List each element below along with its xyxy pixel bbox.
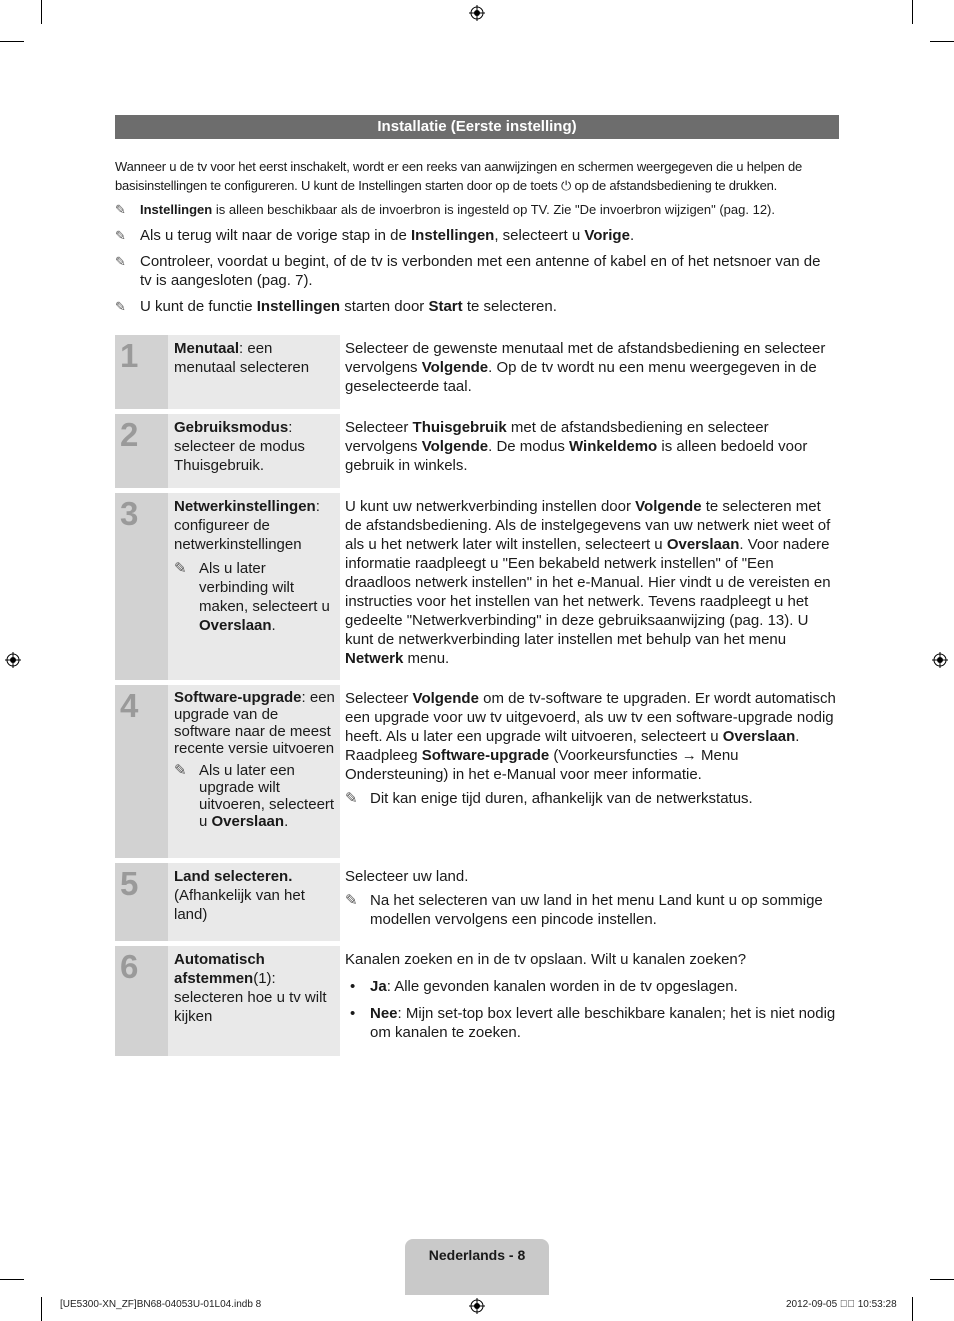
crop-mark (0, 1279, 24, 1280)
note-item: ✎ U kunt de functie Instellingen starten door Start te selecteren. (115, 298, 557, 315)
imprint-left: [UE5300-XN_ZF]BN68-04053U-01L04.indb 8 (60, 1299, 262, 1310)
pencil-note-icon: ✎ (115, 299, 126, 314)
crop-mark (930, 41, 954, 42)
note-item: ✎ Instellingen is alleen beschikbaar als de invoerbron is ingesteld op TV. Zie "De invoerbron wijzigen" (pag. 12). (115, 202, 775, 217)
pencil-note-icon: ✎ (174, 762, 187, 779)
pencil-note-icon: ✎ (115, 202, 126, 217)
note-item: ✎ Als u terug wilt naar de vorige stap in de Instellingen, selecteert u Vorige. (115, 227, 635, 244)
crop-mark (912, 0, 913, 24)
intro-paragraph: Wanneer u de tv voor het eerst inschakelt, wordt er een reeks van aanwijzingen en schermen weergegeven die u helpen de basisinstellingen te configureren. U kunt de Instellingen starten door op de toets ⏻ op de afstandsbediening te drukken. (115, 159, 803, 193)
step-label: Netwerkinstellingen: configureer de netwerkinstellingen ✎ Als u later verbinding wilt maken, selecteert u Overslaan. (168, 493, 340, 680)
registration-mark-icon (469, 5, 485, 21)
notes-list (115, 200, 835, 323)
pencil-note-icon: ✎ (345, 892, 358, 909)
registration-mark-icon (932, 652, 948, 668)
label-note: ✎ Als u later verbinding wilt maken, selecteert u Overslaan. (174, 560, 330, 634)
step-number: 5 (115, 863, 168, 941)
crop-mark (912, 1297, 913, 1321)
step-description: U kunt uw netwerkverbinding instellen door Volgende te selecteren met de afstandsbediening. Als de instelgegevens van uw netwerk niet weet of als u het netwerk later wilt instellen, selecteert u Overslaan. Voor nadere informatie raadpleegt u "Een bekabeld netwerk instellen" of "Een draadloos netwerk instellen" in het e-Manual. Hier vindt u de vereisten en instructies voor het instellen van het netwerk. Tevens raadpleegt u het gedeelte "Netwerkverbinding" in deze gebruiksaanwijzing (pag. 13). U kunt de netwerkverbinding later instellen met behulp van het menu Netwerk menu. (345, 498, 831, 667)
step-description: Selecteer de gewenste menutaal met de afstandsbediening en selecteer vervolgens Volgende. Op de tv wordt nu een menu weergegeven in de geselecteerde taal. (345, 340, 826, 395)
step-row (115, 685, 839, 858)
imprint-right: 2012-09-05 ￿￿ 10:53:28 (786, 1299, 897, 1310)
step-description: Selecteer uw land. ✎ Na het selecteren van uw land in het menu Land kunt u op sommige modellen vervolgens een pincode instellen. (340, 863, 839, 941)
page-number-tab: Nederlands - 8 (405, 1239, 549, 1295)
step-label: Software-upgrade: een upgrade van de software naar de meest recente versie uitvoeren ✎ Als u later een upgrade wilt uitvoeren, selecteert u Overslaan. (168, 685, 340, 858)
section-title: Installatie (Eerste instelling) (115, 115, 839, 139)
note-item: ✎ Controleer, voordat u begint, of de tv is verbonden met een antenne of kabel en of het netsnoer van de tv is aangesloten (pag. 7). (115, 253, 821, 289)
crop-mark (0, 41, 24, 42)
crop-mark (41, 1297, 42, 1321)
description-note: ✎ Na het selecteren van uw land in het menu Land kunt u op sommige modellen vervolgens een pincode instellen. (345, 892, 823, 928)
pencil-note-icon: ✎ (115, 254, 126, 269)
step-row (115, 335, 839, 409)
registration-mark-icon (469, 1298, 485, 1314)
description-note: ✎ Dit kan enige tijd duren, afhankelijk van de netwerkstatus. (345, 790, 753, 807)
step-number: 1 (115, 335, 168, 409)
step-label: Gebruiksmodus: selecteer de modus Thuisgebruik. (168, 414, 340, 488)
step-description: Selecteer Thuisgebruik met de afstandsbediening en selecteer vervolgens Volgende. De modus Winkeldemo is alleen bedoeld voor gebruik in winkels. (345, 419, 808, 474)
step-row (115, 863, 839, 941)
step-number: 3 (115, 493, 168, 680)
step-number: 4 (115, 685, 168, 858)
step-number: 6 (115, 946, 168, 1056)
crop-mark (930, 1279, 954, 1280)
list-item: • Nee: Mijn set-top box levert alle beschikbare kanalen; het is niet nodig om kanalen te zoeken. (350, 1005, 836, 1041)
power-icon: ⏻ (560, 178, 572, 193)
step-description: Kanalen zoeken en in de tv opslaan. Wilt u kanalen zoeken? • Ja: Alle gevonden kanalen worden in de tv opgeslagen. • Nee: Mijn set-top box levert alle beschikbare kanalen; het is niet nodig om kanalen te zoeken. (340, 946, 839, 1056)
registration-mark-icon (5, 652, 21, 668)
pencil-note-icon: ✎ (174, 560, 187, 577)
step-label: Land selecteren. (Afhankelijk van het land) (168, 863, 340, 941)
step-description: Selecteer Volgende om de tv-software te upgraden. Er wordt automatisch een upgrade voor uw tv uitgevoerd, als uw tv een software-upgrade nodig heeft. Als u later een upgrade wilt uitvoeren, selecteert u Overslaan. Raadpleeg Software-upgrade (Voorkeursfuncties → Menu Ondersteuning) in het e-Manual voor meer informatie. ✎ Dit kan enige tijd duren, afhankelijk van de netwerkstatus. (340, 685, 839, 858)
step-label: Automatisch afstemmen(1): selecteren hoe u tv wilt kijken (168, 946, 340, 1056)
step-row (115, 493, 839, 680)
crop-mark (41, 0, 42, 24)
step-number: 2 (115, 414, 168, 488)
step-row (115, 414, 839, 488)
list-item: • Ja: Alle gevonden kanalen worden in de tv opgeslagen. (350, 978, 738, 995)
bullet-list (345, 977, 839, 1042)
step-label: Menutaal: een menutaal selecteren (168, 335, 340, 409)
label-note: ✎ Als u later een upgrade wilt uitvoeren, selecteert u Overslaan. (174, 762, 335, 830)
pencil-note-icon: ✎ (345, 790, 358, 807)
step-row (115, 946, 839, 1056)
pencil-note-icon: ✎ (115, 228, 126, 243)
